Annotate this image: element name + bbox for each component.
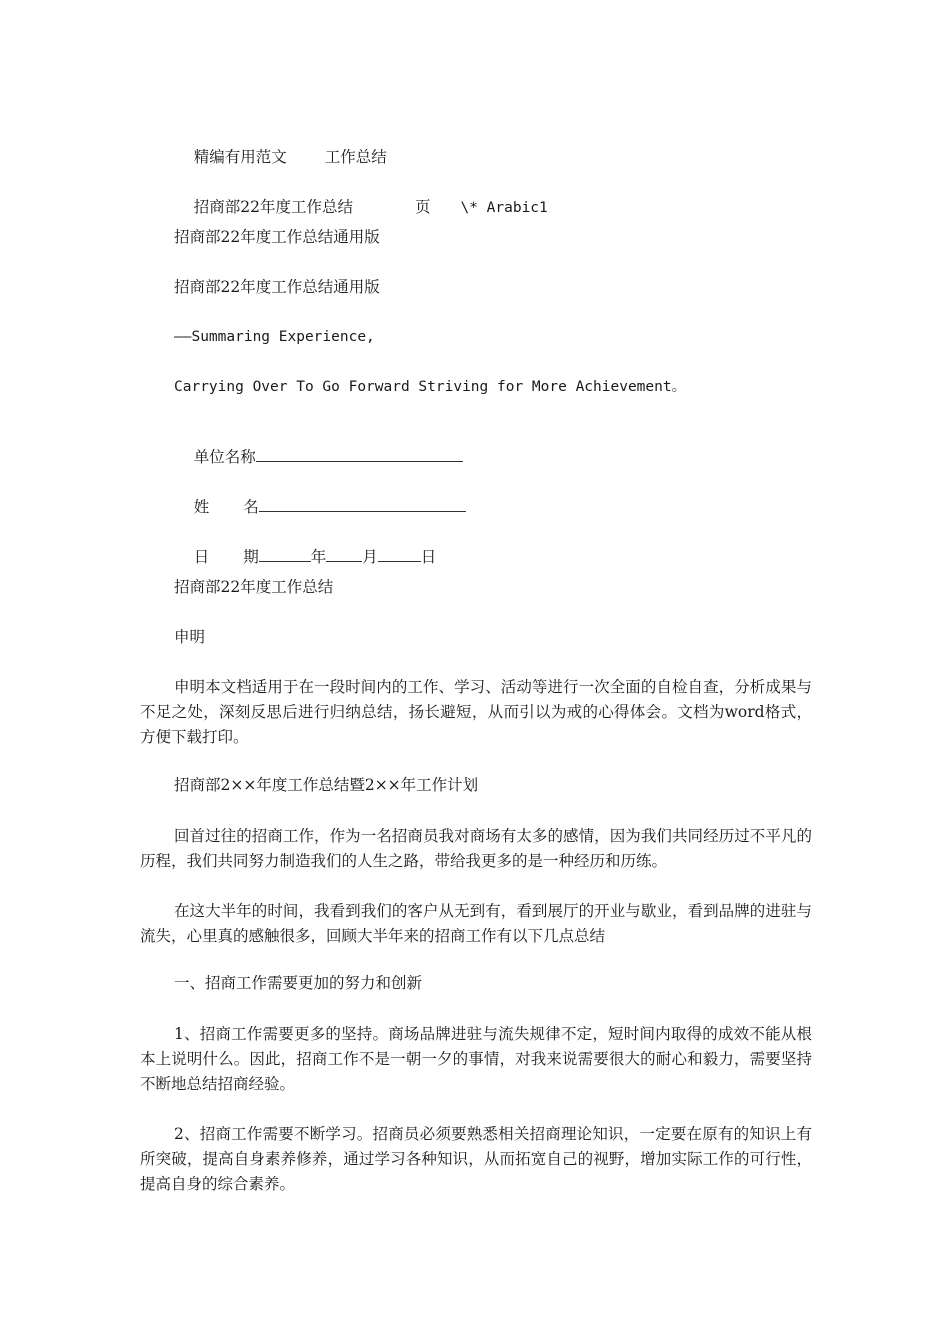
header-right: 工作总结 bbox=[324, 148, 387, 166]
page-field-code: \* Arabic1 bbox=[460, 200, 548, 216]
page-field-title: 招商部22年度工作总结 bbox=[193, 198, 353, 216]
item-1: 1、招商工作需要更多的坚持。商场品牌进驻与流失规律不定，短时间内取得的成效不能从根本上说明什么。因此，招商工作不是一朝一夕的事情，对我来说需要很大的耐心和毅力，需要坚持不断地总结招商经验。 bbox=[140, 1025, 812, 1093]
heading-1: 一、招商工作需要更加的努力和创新 bbox=[174, 974, 423, 992]
unit-name-label: 单位名称 bbox=[193, 448, 256, 466]
unit-name-blank bbox=[256, 447, 463, 462]
date-month-label: 月 bbox=[362, 548, 378, 566]
date-month-blank bbox=[326, 547, 362, 562]
date-day-label: 日 bbox=[420, 548, 437, 566]
cover-title-2: 招商部22年度工作总结通用版 bbox=[174, 278, 380, 296]
cover-title-1: 招商部22年度工作总结通用版 bbox=[174, 228, 380, 246]
statement-paragraph: 申明本文档适用于在一段时间内的工作、学习、活动等进行一次全面的自检自查，分析成果与不足之处，深刻反思后进行归纳总结，扬长避短，从而引以为戒的心得体会。文档为word格式，方便下载打印。 bbox=[140, 678, 812, 746]
header-left: 精编有用范文 bbox=[193, 148, 287, 166]
item-2: 2、招商工作需要不断学习。招商员必须要熟悉相关招商理论知识，一定要在原有的知识上有所突破，提高自身素养修养，通过学习各种知识，从而拓宽自己的视野，增加实际工作的可行性，提高自身的综合素养。 bbox=[140, 1125, 812, 1193]
section-title: 招商部2××年度工作总结暨2××年工作计划 bbox=[174, 776, 479, 794]
date-label-2: 期 bbox=[243, 548, 259, 566]
cover-subtitle-2: Carrying Over To Go Forward Striving for More Achievement。 bbox=[174, 379, 687, 395]
paragraph-1: 回首过往的招商工作，作为一名招商员我对商场有太多的感情，因为我们共同经历过不平凡的历程，我们共同努力制造我们的人生之路，带给我更多的是一种经历和历练。 bbox=[140, 827, 812, 870]
page-field-label: 页 bbox=[414, 198, 431, 216]
doc-title: 招商部22年度工作总结 bbox=[174, 578, 334, 596]
date-year-label: 年 bbox=[310, 548, 327, 566]
statement-heading: 申明 bbox=[174, 628, 206, 646]
paragraph-2: 在这大半年的时间，我看到我们的客户从无到有，看到展厅的开业与歇业，看到品牌的进驻与流失，心里真的感触很多，回顾大半年来的招商工作有以下几点总结 bbox=[140, 902, 812, 945]
date-year-blank bbox=[259, 547, 311, 562]
person-name-label-2: 名 bbox=[243, 498, 259, 516]
date-label-1: 日 bbox=[193, 548, 210, 566]
cover-subtitle-1: ——Summaring Experience, bbox=[174, 329, 375, 345]
person-name-label-1: 姓 bbox=[193, 498, 210, 516]
date-day-blank bbox=[378, 547, 421, 562]
person-name-blank bbox=[259, 497, 466, 512]
